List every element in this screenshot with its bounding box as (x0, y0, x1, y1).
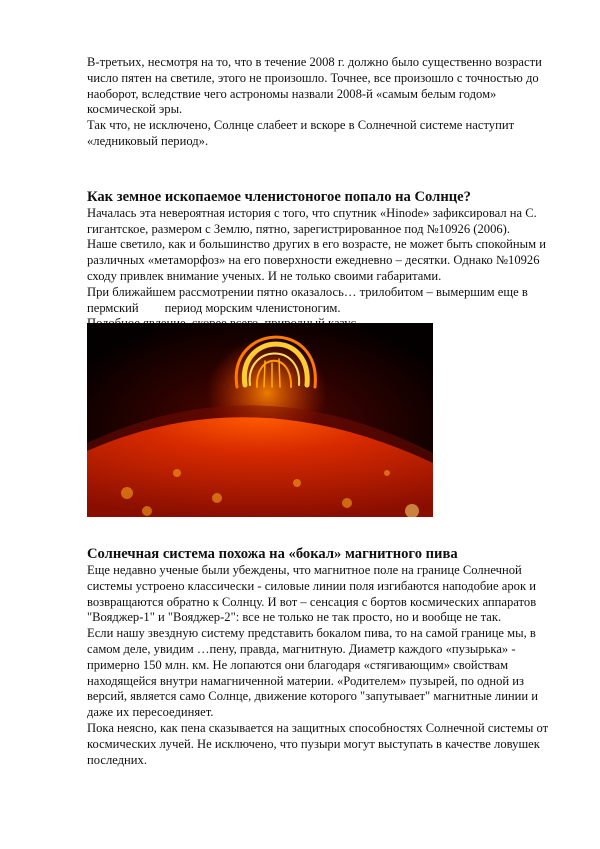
section2-paragraph-3 (87, 285, 567, 317)
section2-paragraph-3-text: При ближайшем рассмотрении пятно оказалось… трилобитом – вымершим еще в (87, 284, 528, 299)
spacer (87, 150, 567, 189)
section3-paragraph-1: Еще недавно ученые были убеждены, что магнитное поле на границе Солнечной системы устроено классически - силовые линии поля изгибаются наподобие арок и возвращаются обратно к Солнцу. И вот – сенсация с бортов космических аппаратов "Вояджер-1" и "Вояджер-2": все не только не так просто, но и вообще не так. (87, 563, 537, 625)
section3-paragraph-3: Пока неясно, как пена сказывается на защитных способностях Солнечной системы от космических лучей. Не исключено, что пузыри могут выступать в качестве ловушек последних. (87, 720, 549, 767)
document-page (87, 55, 567, 332)
section-heading-beer-glass: Солнечная система похожа на «бокал» магнитного пива (87, 546, 458, 562)
intro-paragraph-1: В-третьих, несмотря на то, что в течение 2008 г. должно было существенно возрасти число пятен на светиле, этого не произошло. Точнее, все произошло с точностью до наоборот, вследствие чего астрономы назвали 2008-й «самым белым годом» космической эры. (87, 55, 542, 117)
solar-prominence-image (87, 323, 433, 517)
sun-loop-illustration (87, 323, 433, 517)
section2-paragraph-2: Наше светило, как и большинство других в его возрасте, не может быть спокойным и различных «метаморфоз» на его поверхности ежедневно – десятки. Однако №10926 сходу привлек внимание ученых. И не только своими габаритами. (87, 237, 546, 283)
permian-rest: период морским членистоногим. (164, 300, 341, 315)
section-beer-glass (87, 546, 567, 768)
section2-paragraph-1: Началась эта невероятная история с того, что спутник «Hinode» зафиксировал на С. гигантское, размером с Землю, пятно, зарегистрированное под №10926 (2006). (87, 205, 537, 236)
permian-word: пермский (87, 300, 139, 315)
section-heading-trilobite: Как земное ископаемое членистоногое попало на Солнце? (87, 188, 471, 205)
intro-paragraph-2: Так что, не исключено, Солнце слабеет и вскоре в Солнечной системе наступит «ледниковый период». (87, 118, 515, 148)
section3-paragraph-2: Если нашу звездную систему представить бокалом пива, то на самой границе мы, в самом деле, увидим …пену, правда, магнитную. Диаметр каждого «пузырька» - примерно 150 млн. км. Не лопаются они благодаря «стягивающим» свойствам находящейся внутри намагниченной материи. «Родителем» пузырей, по одной из версий, является само Солнце, движение которого "запутывает" магнитные линии и даже их пересоединяет. (87, 626, 539, 720)
